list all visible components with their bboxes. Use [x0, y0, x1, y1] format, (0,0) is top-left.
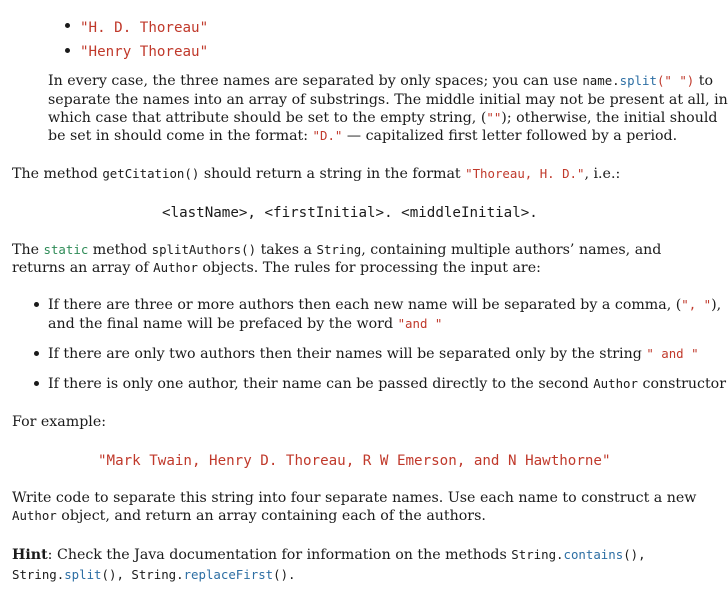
rule-item-continuation: and the final name will be prefaced by the word "and ": [48, 316, 443, 332]
bullet-dot: [34, 381, 39, 386]
split-paragraph-line: returns an array of Author objects. The rules for processing the input are:: [12, 260, 541, 276]
rule-item: If there are only two authors then their names will be separated only by the string " and ": [48, 346, 699, 362]
hint-label: Hint: [12, 547, 48, 563]
for-example-label: For example:: [12, 414, 107, 430]
rule-item: If there is only one author, their name can be passed directly to the second Author constructor: [48, 376, 726, 392]
paragraph-line: be set in should come in the format: "D." — capitalized first letter followed by a period.: [48, 128, 678, 144]
rule-item: If there are three or more authors then each new name will be separated by a comma, (", "),: [48, 297, 722, 313]
format-code-line: <lastName>, <firstInitial>. <middleInitial>.: [162, 205, 538, 221]
paragraph-line: In every case, the three names are separated by only spaces; you can use name.split(" ") to: [48, 73, 714, 89]
bullet-dot: [65, 48, 70, 53]
bullet-item: "H. D. Thoreau": [80, 20, 209, 36]
bullet-dot: [34, 302, 39, 307]
paragraph-line: separate the names into an array of substrings. The middle initial may not be present at all, in: [48, 92, 728, 108]
bullet-dot: [65, 23, 70, 28]
citation-paragraph: The method getCitation() should return a string in the format "Thoreau, H. D.", i.e.:: [12, 166, 621, 182]
bullet-item: "Henry Thoreau": [80, 44, 209, 60]
hint-paragraph: Hint: Check the Java documentation for information on the methods String.contains(),: [12, 547, 646, 563]
write-paragraph-line: Author object, and return an array containing each of the authors.: [12, 508, 486, 524]
paragraph-line: which case that attribute should be set to the empty string, (""); otherwise, the initial should: [48, 110, 718, 126]
write-paragraph-line: Write code to separate this string into four separate names. Use each name to construct a new: [12, 490, 697, 506]
hint-paragraph: String.split(), String.replaceFirst().: [12, 567, 296, 582]
example-string: "Mark Twain, Henry D. Thoreau, R W Emerson, and N Hawthorne": [98, 453, 611, 469]
bullet-dot: [34, 351, 39, 356]
split-paragraph-line: The static method splitAuthors() takes a String, containing multiple authors’ names, and: [12, 242, 662, 258]
